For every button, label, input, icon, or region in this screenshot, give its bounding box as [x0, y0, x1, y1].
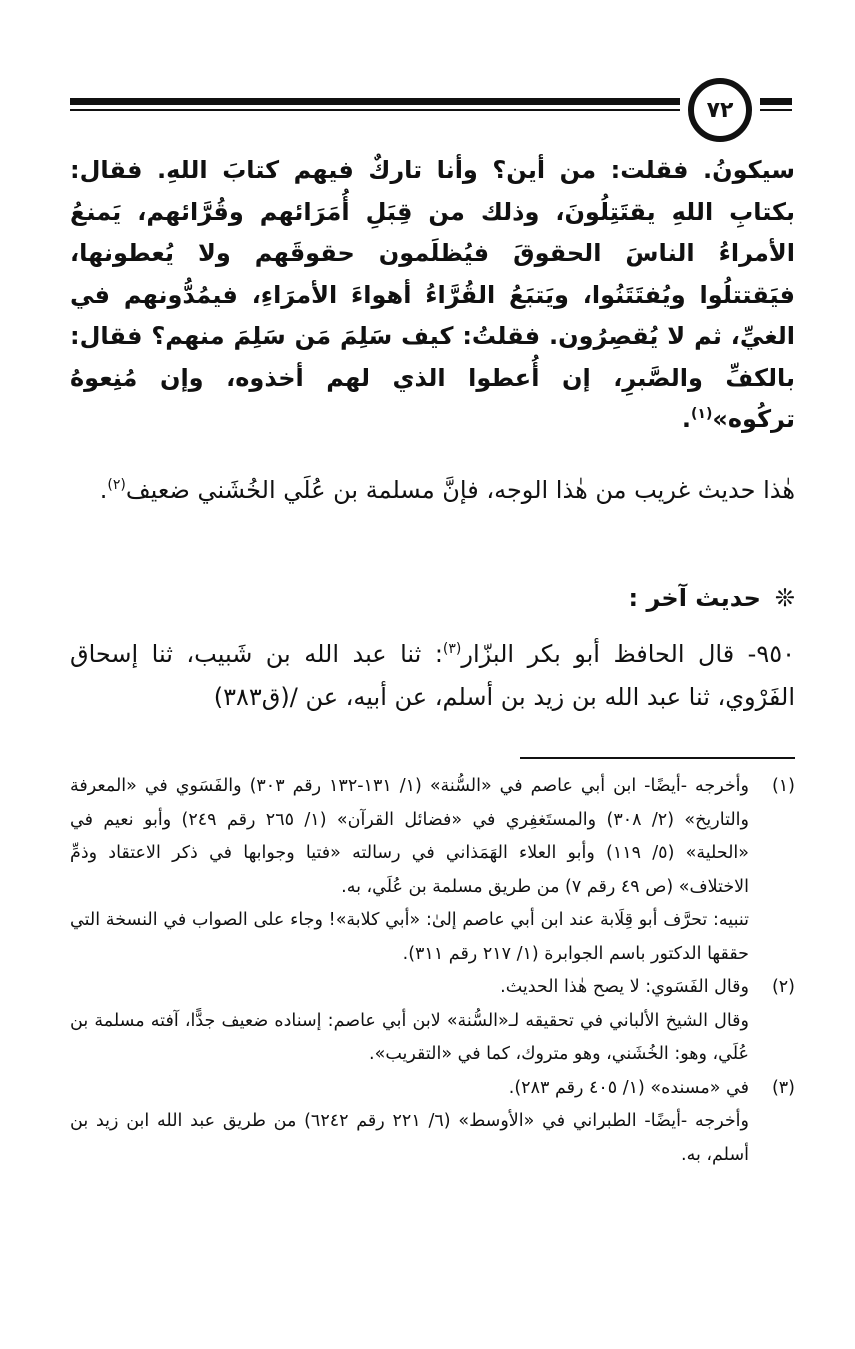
footnote-line: وأخرجه -أيضًا- الطبراني في «الأوسط» (٦/ ٢٢١ رقم ٦٢٤٢) من طريق عبد الله ابن زيد بن أسلم، به. [70, 1111, 749, 1165]
section-heading-text: حديث آخر : [628, 584, 761, 612]
footnote-3 [70, 1072, 795, 1173]
footnote-1 [70, 770, 795, 971]
header-rule-right-thin [760, 109, 792, 111]
star-icon: ❊ [774, 584, 795, 612]
main-end: . [681, 405, 692, 433]
hadith-paragraph [70, 633, 795, 719]
footnote-line: وأخرجه -أيضًا- ابن أبي عاصم في «السُّنة» (١/ ١٣١-١٣٢ رقم ٣٠٣) والفَسَوي في «المعرفة والتاريخ» (٢/ ٣٠٨) والمستَغفِري في «فضائل القرآن» (١/ ٢٦٥ رقم ٢٤٩) وأبو نعيم في «الحلية» (٥/ ١١٩) وأبو العلاء الهَمَذاني في رسالته «فتيا وجوابها في ذكر الاعتقاد وذمِّ الاختلاف» (ص ٤٩ رقم ٧) من طريق مسلمة بن عُلَي، به. [70, 776, 749, 897]
page-number-badge [688, 78, 752, 142]
footnote-separator [520, 757, 795, 759]
header-rule-thick [70, 98, 680, 105]
footnote-ref-3[interactable]: (٣) [442, 641, 462, 657]
section-heading [70, 578, 795, 618]
main-text: سيكونُ. فقلت: من أين؟ وأنا تاركٌ فيهم كتابَ اللهِ. فقال: بكتابِ اللهِ يقتَتِلُونَ، وذلك من قِبَلِ أُمَرَائهم وقُرَّائهم، يَمنعُ الأمراءُ الناسَ الحقوقَ فيُظلَمون حقوقَهم ولا يُعطونها، فيَقتتلُوا ويُفتَتَنُوا، ويَتبَعُ القُرَّاءُ أهواءَ الأمرَاءِ، فيمُدُّونهم في الغيِّ، ثم لا يُقصِرُون. فقلتُ: كيف سَلِمَ مَن سَلِمَ منهم؟ فقال: بالكفِّ والصَّبرِ، إن أُعطوا الذي لهم أخذوه، وإن مُنِعوهُ تركُوه» [70, 156, 795, 433]
hadith-text-part1: ٩٥٠- قال الحافظ أبو بكر البزّار [461, 640, 795, 668]
footnote-line: وقال الفَسَوي: لا يصح هٰذا الحديث. [500, 977, 749, 997]
main-paragraph [70, 150, 795, 441]
header-rule-right-thick [760, 98, 792, 105]
footnote-number: (٢) [771, 977, 795, 997]
footnote-number: (١) [771, 776, 795, 796]
footnote-ref-1[interactable]: (١) [691, 406, 713, 422]
footnote-number: (٣) [771, 1077, 795, 1098]
commentary-paragraph [70, 470, 795, 512]
commentary-text: هٰذا حديث غريب من هٰذا الوجه، فإنَّ مسلمة بن عُلَي الخُشَني ضعيف [125, 476, 795, 504]
footnote-ref-2[interactable]: (٢) [107, 477, 126, 493]
footnote-line: وقال الشيخ الألباني في تحقيقه لـ«السُّنة» لابن أبي عاصم: إسناده ضعيف جدًّا، آفته مسلمة بن عُلَي، وهو: الخُشَني، وهو متروك، كما في «التقريب». [70, 1010, 749, 1064]
commentary-end: . [99, 476, 108, 504]
footnote-line: في «مسنده» (١/ ٤٠٥ رقم ٢٨٣). [508, 1077, 749, 1098]
footnote-2 [70, 971, 795, 1072]
header-rule-thin [70, 109, 680, 111]
footnote-line: تنبيه: تحرَّف أبو قِلَابة عند ابن أبي عاصم إلىٰ: «أبي كلابة»! وجاء على الصواب في النسخة التي حققها الدكتور باسم الجوابرة (١/ ٢١٧ رقم ٣١١). [70, 910, 749, 964]
hadith-text-part2: : ثنا عبد الله بن شَبيب، ثنا إسحاق الفَرْوي، ثنا عبد الله بن زيد بن أسلم، عن أبيه، عن /(ق٣٨٣) [70, 640, 795, 711]
page-number: ٧٢ [706, 97, 734, 123]
footnotes [70, 770, 795, 1172]
page-header [70, 78, 792, 134]
